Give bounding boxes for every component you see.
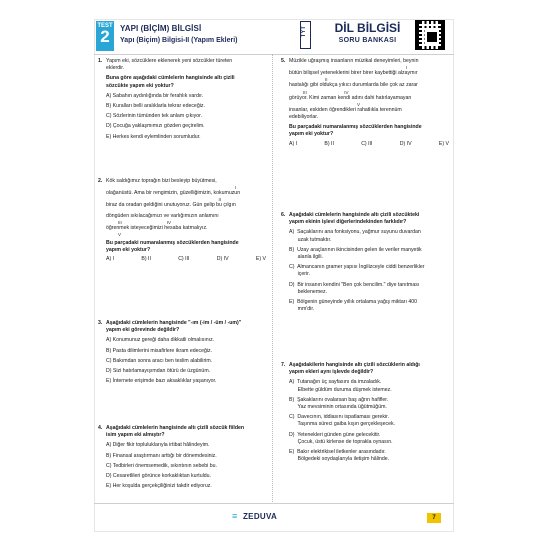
answer-option-d[interactable]: D) Bir insanın kendini "Ben çok bencilim." diye tanıtması [289, 281, 420, 288]
question-stem: Buna göre aşağıdaki cümlelerin hangisinde altı çizili [106, 75, 235, 82]
answer-option-c[interactable]: C) Davecının, iddiasını ispatlaması gerekir. [289, 414, 390, 421]
test-badge-number: 2 [100, 27, 110, 46]
question-stem: Aşağıdakilerin hangisinde altı çizili sözcüklerin aldığı [289, 362, 420, 368]
roman-label: II [218, 197, 221, 203]
question-stem: yapım eki yoktur? [106, 247, 151, 254]
answer-option-e[interactable]: E) Her koşulda gerçekçiliğinizi takdir ediyoruz. [106, 483, 212, 490]
roman-label: II [325, 77, 328, 83]
passage-line: insanlar, eskiden öğrendikleri rahatlıkla terennüm [289, 106, 402, 113]
answer-option-a-cont: uzak tutmaktır. [289, 236, 332, 243]
answer-option-a-cont: Elbette güldüm duruma düşmek istemez. [289, 386, 392, 393]
answer-option-b[interactable]: B) Pasta dilimlerini misafirlere ikram edeceğiz. [106, 347, 213, 354]
answer-option-e[interactable]: E) Bakır elektrikisel iletkenler arasındadır. [289, 449, 386, 456]
passage-line: bütün bilişsel yeteneklerini birer birer kaybettiği alzaymır [289, 70, 418, 77]
question-5 [281, 58, 449, 148]
question-intro: eklerdir. [106, 65, 125, 72]
zeduva-logo-icon: ≡ [232, 511, 238, 521]
answer-option-a[interactable]: A) Saçaklarını ana fonksiyonu, yağmur suyunu duvardan [289, 229, 421, 236]
answer-option-a[interactable]: A) Tutanağın üç sayfasını da imzaladık. [289, 379, 382, 386]
answer-option-a[interactable]: A) Sabahın aydınlığında bir ferahlık vardır. [106, 92, 204, 99]
answer-option-e[interactable]: E) Herkes kendi eylemlinden sorumludur. [106, 133, 201, 140]
answer-option-d-cont: beklenemez. [289, 288, 328, 295]
question-stem: isim yapım eki almıştır? [106, 432, 165, 439]
answer-option-c-cont: Taşınma süreci gaiba kışın gerçekleşecek. [289, 421, 396, 428]
question-number: 7. [281, 362, 286, 368]
answer-option-a[interactable]: A) Konumunuz gereği daha dikkatli olmalısınız. [106, 337, 215, 344]
section-title: YAPI (BİÇİM) BİLGİSİ [120, 24, 202, 33]
page-number: 7 [427, 513, 441, 523]
passage-line: görüyor. Kimi zaman kendi adını dahi hatırlayamayan [289, 94, 412, 101]
question-7 [281, 362, 449, 463]
answer-option-b[interactable]: B) Uzay araçlarının ikincisinden gelen ile veriler manyetik [289, 246, 422, 253]
question-stem: Aşağıdaki cümlelerin hangisinde altı çizili sözcükteki [289, 212, 420, 218]
question-2 [98, 178, 266, 264]
answer-option-d[interactable]: D) IV [216, 256, 229, 263]
test-badge-word: TEST [97, 23, 113, 29]
answer-option-d[interactable]: D) Çocuğa yaklaşmımızı gözden geçirelim. [106, 123, 205, 130]
exam-tag: TYT [300, 21, 311, 49]
answer-option-b[interactable]: B) II [141, 256, 151, 263]
passage-line: Kök saldığımız toprağın bizi besleyip büyütmesi, [106, 178, 217, 184]
answer-option-b[interactable]: B) II [324, 140, 334, 147]
question-6 [281, 212, 449, 313]
passage-line: olağanüstü. Ama bir rengimizin, güzelliğimizin, kokumuzun [106, 190, 241, 197]
test-badge [96, 21, 114, 51]
answer-option-a[interactable]: A) I [106, 256, 115, 263]
question-number: 5. [281, 58, 286, 64]
brand-name: ZEDUVA [243, 512, 278, 521]
question-number: 2. [98, 178, 103, 184]
answer-option-b-cont: alanla ilgili. [289, 254, 324, 261]
passage-line: edebiliyorlar. [289, 114, 319, 121]
answer-option-b[interactable]: B) Şakaklarını ovalarsan baş ağrın hafifler. [289, 396, 389, 403]
question-stem: sözcükte yapım eki yoktur? [106, 82, 174, 89]
question-3 [98, 320, 266, 385]
answer-option-b-cont: Yaz mevsiminin ortasında üğütmüğüm. [289, 404, 387, 411]
question-intro: Yapım eki, sözcüklere eklenerek yeni sözcükler türeten [106, 58, 233, 64]
roman-label: III IV [118, 219, 172, 225]
answer-option-b[interactable]: B) Kuralları belli aralıklarla tekrar edeceğiz. [106, 103, 205, 110]
question-number: 4. [98, 425, 103, 431]
answer-option-b[interactable]: B) Finansal araştırmanı arttığı bir dönemdesiniz. [106, 452, 217, 459]
roman-label: V [118, 232, 122, 238]
answer-option-e[interactable]: E) V [438, 140, 449, 147]
answer-option-c-cont: içerir. [289, 271, 311, 278]
question-number: 3. [98, 320, 103, 326]
answer-option-e[interactable]: E) İnternete erişimde bazı aksaklıklar yaşanıyor. [106, 378, 217, 385]
answer-option-c[interactable]: C) Almancanın gramer yapısı İngilizceyle ciddi benzerlikler [289, 264, 425, 271]
passage-line: Müzikle uğraşmış insanların müzikal deneyimleri, beynin [289, 58, 419, 64]
answer-options [106, 256, 266, 263]
question-stem: Aşağıdaki cümlelerin hangisinde "-ım (-im / -üm / -um)" [106, 320, 242, 326]
question-stem: Aşağıdaki cümlelerin hangisinde altı çizili sözcük fiilden [106, 425, 245, 431]
answer-option-d[interactable]: D) Cesaretlileri görünce korkaklıktan kurtuldu. [106, 473, 211, 480]
answer-option-c[interactable]: C) III [178, 256, 190, 263]
question-stem: yapım eki yoktur? [289, 131, 334, 138]
question-stem: Bu parçadaki numaralanmış sözcüklerden hangisinde [106, 240, 239, 247]
question-stem: yapım eki görevinde değildir? [106, 327, 180, 334]
answer-option-c[interactable]: C) Tedbirleri önemsemedik, sıkıntının sebebi bu. [106, 462, 217, 469]
footer-divider [94, 503, 454, 504]
question-4 [98, 425, 266, 490]
answer-option-e-cont: mm'dir. [289, 306, 315, 313]
passage-line: biraz da oradan geldiğini unutuyoruz. Gün gelip bu çılgın [106, 202, 236, 209]
answer-options [289, 141, 449, 148]
passage-line: hastalığı gibi oldukça yıkıcı durumlarda bile çok az zarar [289, 82, 418, 89]
passage-line: öğrenmek isteyeceğimizi hesaba katmalıyız. [106, 224, 208, 231]
question-stem: yapım ekleri aynı işlevde değildir? [289, 369, 374, 376]
answer-option-a[interactable]: A) I [289, 140, 298, 147]
answer-option-a[interactable]: A) Diğer fikir topluluklarıyla irtibat hâlindeyim. [106, 442, 210, 449]
answer-option-d-cont: Çocuk, üstü kirlense de toprakla oynasın. [289, 438, 393, 445]
answer-option-d[interactable]: D) Sizi hatırlamayışımdan ötürü de üzgünüm. [106, 368, 211, 375]
passage-line: döngüden sıkılacağımızı ve varlığımızın anlamını [106, 212, 219, 219]
roman-label: III IV [303, 89, 349, 95]
roman-label: I [234, 185, 236, 191]
answer-option-c[interactable]: C) Sözlerinin tümünden tek anlam çıkıyor. [106, 113, 203, 120]
question-stem: Bu parçadaki numaralanmış sözcüklerden hangisinde [289, 124, 422, 131]
question-number: 1. [98, 58, 103, 64]
header-divider [94, 54, 454, 55]
qr-code-icon[interactable] [415, 20, 445, 50]
answer-option-e[interactable]: E) V [255, 256, 266, 263]
answer-option-c[interactable]: C) Bakımdan sonra aracı ben teslim alabilirim. [106, 357, 213, 364]
question-number: 6. [281, 212, 286, 218]
column-divider [272, 54, 273, 502]
book-subtitle: SORU BANKASI [338, 37, 397, 44]
test-header [96, 21, 282, 51]
roman-label: I [405, 65, 407, 71]
book-header [300, 21, 450, 51]
book-title: DİL BİLGİSİ [334, 21, 401, 35]
answer-option-c[interactable]: C) III [361, 140, 373, 147]
question-1 [98, 58, 266, 141]
answer-option-d[interactable]: D) IV [399, 140, 412, 147]
question-stem: yapım ekinin işlevi diğerlerindekinden farklıdır? [289, 219, 407, 226]
roman-label: V [357, 101, 361, 107]
section-subtitle: Yapı (Biçim) Bilgisi-II (Yapım Ekleri) [120, 37, 238, 44]
answer-option-e[interactable]: E) Bölgenin güneyinde yıllık ortalama yağış miktarı 400 [289, 299, 418, 306]
answer-option-e-cont: Bölgedeki soydaşlarıyla iletişim hâlinde. [289, 456, 390, 463]
answer-option-d[interactable]: D) Yetenekleri günden güne gelecekitir. [289, 431, 381, 438]
